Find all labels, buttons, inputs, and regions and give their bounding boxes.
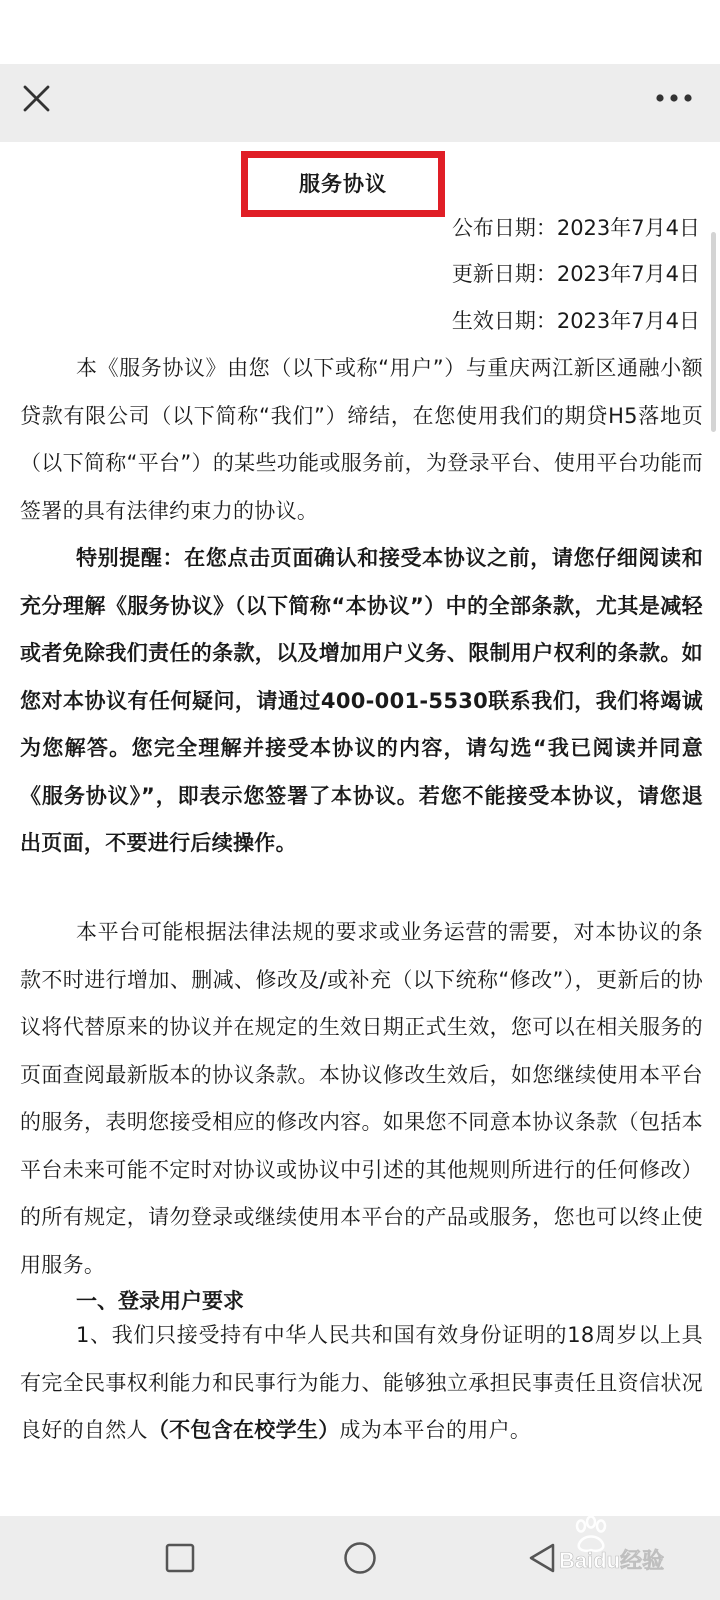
square-icon <box>160 1538 200 1578</box>
special-notice-paragraph: 特别提醒：在您点击页面确认和接受本协议之前，请您仔细阅读和充分理解《服务协议》（以下简称“本协议”）中的全部条款，尤其是减轻或者免除我们责任的条款，以及增加用户义务、限制用户权利的条款。如您对本协议有任何疑问，请通过400-001-5530联系我们，我们将竭诚为您解答。您完全理解并接受本协议的内容，请勾选“我已阅读并同意《服务协议》”，即表示您签署了本协议。若您不能接受本协议，请您退出页面，不要进行后续操作。 <box>20 546 703 855</box>
home-button[interactable] <box>340 1538 380 1578</box>
more-icon <box>646 78 702 128</box>
status-bar <box>0 0 720 64</box>
section1-bold-text: （不包含在校学生） <box>147 1418 340 1442</box>
scrollbar-thumb[interactable] <box>711 232 716 432</box>
circle-icon <box>340 1538 380 1578</box>
section1-text: 1、我们只接受持有中华人民共和国有效身份证明的18周岁以上具有完全民事权利能力和民事行为能力、能够独立承担民事责任且资信状况良好的自然人 <box>20 1323 703 1442</box>
intro-paragraph: 本《服务协议》由您（以下或称“用户”）与重庆两江新区通融小额贷款有限公司（以下简称“我们”）缔结，在您使用我们的期贷H5落地页（以下简称“平台”）的某些功能或服务前，为登录平台、使用平台功能而签署的具有法律约束力的协议。 <box>20 356 703 523</box>
baidu-watermark <box>557 1508 687 1574</box>
section1-tail-text: 成为本平台的用户。 <box>339 1418 532 1442</box>
close-icon <box>14 78 64 128</box>
effective-date: 生效日期：2023年7月4日 <box>451 309 700 333</box>
watermark-text: Baidu经验 <box>559 1548 665 1573</box>
publish-date: 公布日期：2023年7月4日 <box>451 216 700 240</box>
close-button[interactable] <box>14 78 64 128</box>
page-title: 服务协议 <box>299 172 387 196</box>
baidu-paw-icon <box>557 1508 687 1574</box>
section-heading-login-requirements: 一、登录用户要求 <box>76 1289 244 1313</box>
agreement-content[interactable] <box>0 142 720 1516</box>
modification-paragraph: 本平台可能根据法律法规的要求或业务运营的需要，对本协议的条款不时进行增加、删减、修改及/或补充（以下统称“修改”），更新后的协议将代替原来的协议并在规定的生效日期正式生效，您可以在相关服务的页面查阅最新版本的协议条款。本协议修改生效后，如您继续使用本平台的服务，表明您接受相应的修改内容。如果您不同意本协议条款（包括本平台未来可能不定时对协议或协议中引述的其他规则所进行的任何修改）的所有规定，请勿登录或继续使用本平台的产品或服务，您也可以终止使用服务。 <box>20 920 703 1277</box>
recent-apps-button[interactable] <box>160 1538 200 1578</box>
update-date: 更新日期：2023年7月4日 <box>451 262 700 286</box>
more-options-button[interactable] <box>646 78 702 128</box>
section1-paragraph <box>20 1312 703 1455</box>
top-nav-bar <box>0 64 720 142</box>
